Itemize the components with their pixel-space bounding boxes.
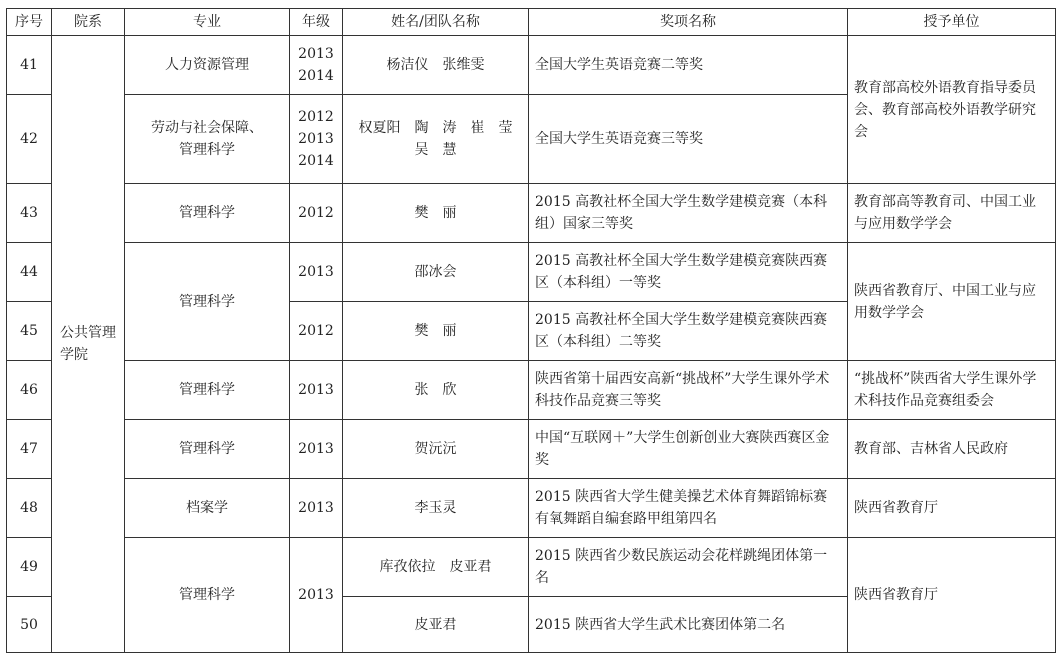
row-name: 杨洁仪 张维雯 — [343, 36, 529, 95]
row-no: 41 — [7, 36, 52, 95]
header-award: 奖项名称 — [529, 9, 848, 36]
row-no: 43 — [7, 184, 52, 243]
table-row — [7, 538, 1056, 597]
row-grade: 2013 — [290, 538, 343, 653]
row-award: 2015 高教社杯全国大学生数学建模竞赛（本科组）国家三等奖 — [529, 184, 848, 243]
awards-table — [6, 8, 1056, 653]
row-name: 樊 丽 — [343, 184, 529, 243]
row-award: 全国大学生英语竞赛三等奖 — [529, 95, 848, 184]
header-department: 院系 — [52, 9, 125, 36]
row-major: 管理科学 — [125, 243, 290, 361]
row-award: 2015 高教社杯全国大学生数学建模竞赛陕西赛区（本科组）一等奖 — [529, 243, 848, 302]
row-award: 2015 高教社杯全国大学生数学建模竞赛陕西赛区（本科组）二等奖 — [529, 302, 848, 361]
table-row — [7, 36, 1056, 95]
header-major: 专业 — [125, 9, 290, 36]
row-name: 张 欣 — [343, 361, 529, 420]
header-issuer: 授予单位 — [848, 9, 1056, 36]
department-cell — [52, 36, 125, 653]
row-grade: 2013 — [290, 243, 343, 302]
row-major: 档案学 — [125, 479, 290, 538]
row-major: 管理科学 — [125, 361, 290, 420]
row-no: 42 — [7, 95, 52, 184]
row-award: 2015 陕西省大学生武术比赛团体第二名 — [529, 597, 848, 653]
issuer-cell: 陕西省教育厅、中国工业与应用数学学会 — [848, 243, 1056, 361]
row-no: 45 — [7, 302, 52, 361]
row-award: 中国“互联网＋”大学生创新创业大赛陕西赛区金奖 — [529, 420, 848, 479]
row-award: 2015 陕西省少数民族运动会花样跳绳团体第一名 — [529, 538, 848, 597]
row-name: 邵冰会 — [343, 243, 529, 302]
row-no: 50 — [7, 597, 52, 653]
row-major: 劳动与社会保障、 管理科学 — [125, 95, 290, 184]
row-major: 管理科学 — [125, 184, 290, 243]
header-no: 序号 — [7, 9, 52, 36]
row-name: 皮亚君 — [343, 597, 529, 653]
row-major: 人力资源管理 — [125, 36, 290, 95]
table-row — [7, 420, 1056, 479]
row-no: 46 — [7, 361, 52, 420]
row-name: 贺沅沅 — [343, 420, 529, 479]
issuer-cell: 陕西省教育厅 — [848, 538, 1056, 653]
row-grade: 2012 — [290, 302, 343, 361]
table-row — [7, 361, 1056, 420]
header-grade: 年级 — [290, 9, 343, 36]
row-grade: 2013 — [290, 479, 343, 538]
header-row — [7, 9, 1056, 36]
row-grade: 2013 — [290, 361, 343, 420]
row-no: 49 — [7, 538, 52, 597]
row-name: 樊 丽 — [343, 302, 529, 361]
header-name: 姓名/团队名称 — [343, 9, 529, 36]
issuer-cell: 教育部高校外语教育指导委员会、教育部高校外语教学研究会 — [848, 36, 1056, 184]
table-row — [7, 479, 1056, 538]
row-name: 库孜依拉 皮亚君 — [343, 538, 529, 597]
issuer-cell: 陕西省教育厅 — [848, 479, 1056, 538]
table-row — [7, 184, 1056, 243]
row-grade: 2012 2013 2014 — [290, 95, 343, 184]
row-grade: 2012 — [290, 184, 343, 243]
row-name: 李玉灵 — [343, 479, 529, 538]
row-major: 管理科学 — [125, 420, 290, 479]
row-award: 陕西省第十届西安高新“挑战杯”大学生课外学术科技作品竞赛三等奖 — [529, 361, 848, 420]
row-no: 48 — [7, 479, 52, 538]
issuer-cell: “挑战杯”陕西省大学生课外学术科技作品竞赛组委会 — [848, 361, 1056, 420]
row-grade: 2013 2014 — [290, 36, 343, 95]
row-award: 全国大学生英语竞赛二等奖 — [529, 36, 848, 95]
row-award: 2015 陕西省大学生健美操艺术体育舞蹈锦标赛有氧舞蹈自编套路甲组第四名 — [529, 479, 848, 538]
issuer-cell: 教育部高等教育司、中国工业与应用数学学会 — [848, 184, 1056, 243]
row-name: 权夏阳 陶 涛 崔 莹 吴 慧 — [343, 95, 529, 184]
row-no: 44 — [7, 243, 52, 302]
row-no: 47 — [7, 420, 52, 479]
issuer-cell: 教育部、吉林省人民政府 — [848, 420, 1056, 479]
row-major: 管理科学 — [125, 538, 290, 653]
row-grade: 2013 — [290, 420, 343, 479]
department-label: 公共管理学院 — [60, 325, 116, 363]
table-row — [7, 243, 1056, 302]
